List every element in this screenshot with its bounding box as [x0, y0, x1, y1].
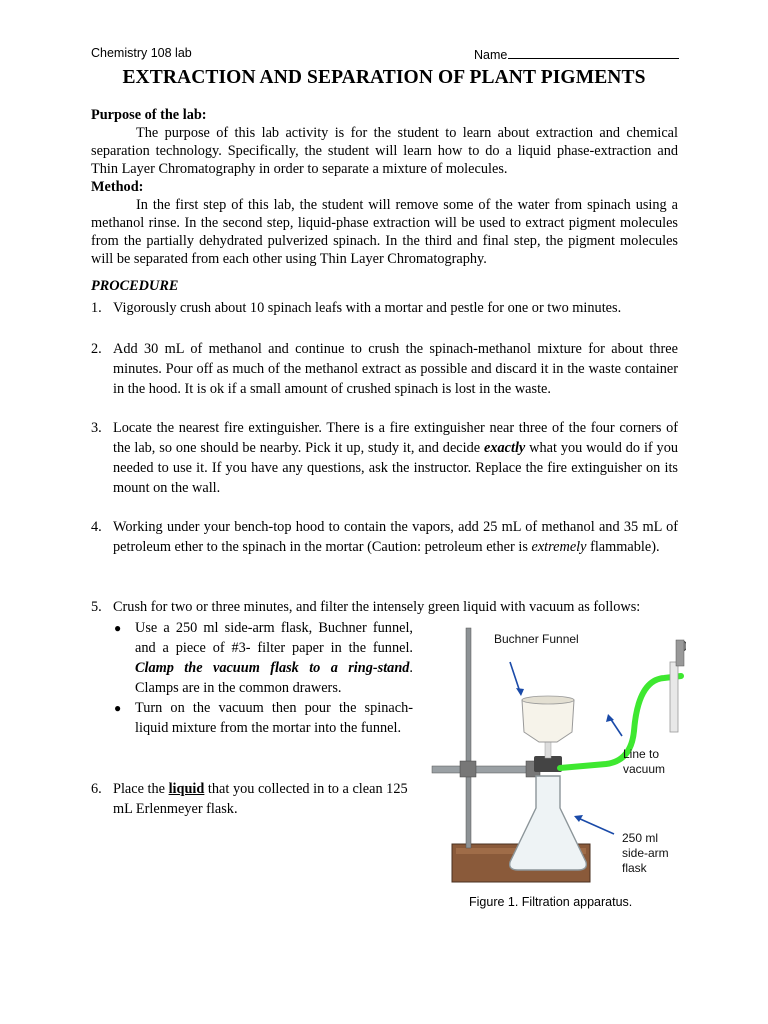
step-text-part: Working under your bench-top hood to contain the vapors, add 25 mL of methanol and 35 mL of petroleum ether to the spinach in the mortar (Caution: petroleum ether is — [113, 519, 678, 555]
step-number: 2. — [91, 341, 102, 357]
filtration-apparatus-figure — [426, 616, 686, 916]
vacuum-line-tube — [670, 662, 678, 732]
procedure-heading: PROCEDURE — [91, 278, 179, 294]
step-emphasis: extremely — [531, 539, 587, 555]
bullet-icon: ● — [114, 701, 122, 715]
step-number: 3. — [91, 420, 102, 436]
step-number: 1. — [91, 300, 102, 316]
step-text — [113, 779, 413, 819]
step-text: Vigorously crush about 10 spinach leafs with a mortar and pestle for one or two minutes. — [113, 300, 622, 316]
buchner-funnel-label: Buchner Funnel — [494, 632, 579, 646]
ring-stand-rod — [466, 628, 471, 848]
clamp-arm — [432, 766, 536, 773]
funnel-rim — [522, 696, 574, 704]
method-text: In the first step of this lab, the student will remove some of the water from spinach using a methanol rinse. In the second step, liquid-phase extraction will be used to extract pigment molecules from the partially dehydrated pulverized spinach. In the third and final step, the pigment molecules will be separated from each other using Thin Layer Chromatography. — [91, 197, 678, 267]
flask-arrowhead — [574, 815, 583, 822]
step-text-part: Place the — [113, 781, 169, 797]
method-heading: Method: — [91, 179, 144, 195]
step-text-part: Locate the nearest fire extinguisher. There is a fire extinguisher near three of the four corners of the lab, so one should be nearby. Pick it up, study it, and decide — [113, 420, 678, 456]
name-blank-line — [508, 46, 679, 59]
flask-arrow — [578, 818, 614, 834]
line-to-vacuum-label — [623, 747, 665, 777]
step-text-part: that you collected in to a clean 125 mL Erlenmeyer flask. — [113, 781, 408, 817]
side-arm-flask — [510, 776, 587, 870]
label-line: Line to — [623, 747, 660, 761]
step-text — [113, 517, 678, 557]
course-label: Chemistry 108 lab — [91, 46, 192, 60]
side-arm-flask-label — [622, 831, 669, 876]
purpose-text: The purpose of this lab activity is for the student to learn about extraction and chemical separation technology. Specifically, the student will learn how to do a liquid phase-extraction and Thin Layer Chromatography in order to separate a mixture of molecules. — [91, 125, 678, 177]
funnel-stem — [545, 740, 551, 758]
clamp-holder — [460, 761, 476, 777]
bullet-text-part: Use a 250 ml side-arm flask, Buchner funnel, and a piece of #3- filter paper in the funnel. — [135, 620, 413, 656]
step-text — [113, 418, 678, 498]
label-line: side-arm — [622, 846, 669, 860]
purpose-section — [91, 106, 678, 268]
procedure-step-3 — [91, 418, 678, 498]
procedure-step-2 — [91, 339, 678, 399]
step-emphasis: exactly — [484, 440, 526, 456]
figure-caption: Figure 1. Filtration apparatus. — [469, 895, 633, 909]
step-number: 4. — [91, 519, 102, 535]
vacuum-valve — [676, 640, 684, 666]
procedure-step-1 — [91, 298, 678, 318]
buchner-funnel — [522, 700, 574, 742]
bullet-text: Turn on the vacuum then pour the spinach-liquid mixture from the mortar into the funnel. — [135, 700, 413, 736]
step-text: Add 30 mL of methanol and continue to crush the spinach-methanol mixture for about three minutes. Pour off as much of the methanol extract as possible and discard it in the waste container in the hood. It is ok if a small amount of crushed spinach is lost in the waste. — [113, 341, 678, 397]
procedure-step-5 — [91, 597, 678, 617]
step-5-bullet-1 — [114, 618, 413, 698]
step-number: 6. — [91, 781, 102, 797]
label-line: flask — [622, 861, 647, 875]
step-text-part: what you would do if you needed to use it. If you have any questions, ask the instructor. Replace the fire extinguisher on its mount on the wall. — [113, 440, 678, 496]
page-title: EXTRACTION AND SEPARATION OF PLANT PIGMENTS — [122, 67, 646, 88]
step-text-part: flammable). — [586, 539, 660, 555]
bullet-text-part: . Clamps are in the common drawers. — [135, 660, 413, 696]
funnel-arrowhead — [516, 688, 524, 696]
step-text: Crush for two or three minutes, and filter the intensely green liquid with vacuum as follows: — [113, 599, 641, 615]
purpose-heading: Purpose of the lab: — [91, 107, 207, 123]
step-5-bullet-2 — [114, 698, 413, 738]
bullet-icon: ● — [114, 621, 122, 635]
name-field — [474, 46, 679, 62]
procedure-step-6 — [91, 779, 413, 819]
label-line: 250 ml — [622, 831, 659, 845]
bullet-emphasis: Clamp the vacuum flask to a ring-stand — [135, 660, 410, 676]
step-emphasis: liquid — [168, 781, 205, 797]
step-number: 5. — [91, 599, 102, 615]
label-line: vacuum — [623, 762, 666, 776]
funnel-arrow — [510, 662, 520, 692]
bullet-text — [135, 618, 413, 698]
procedure-step-4 — [91, 517, 678, 557]
name-label: Name — [474, 48, 508, 62]
tubing-arrow — [610, 718, 622, 736]
